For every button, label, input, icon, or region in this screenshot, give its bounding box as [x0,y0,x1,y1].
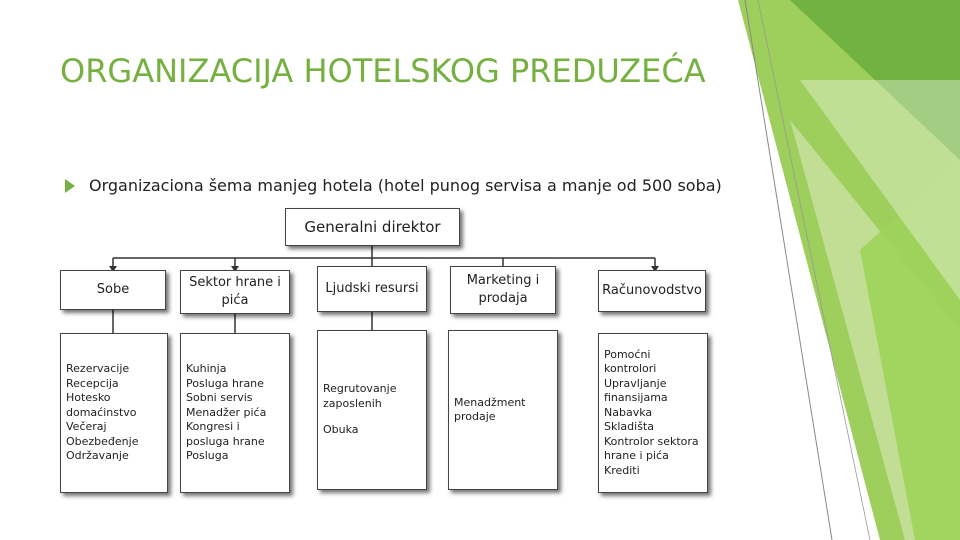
function-item: Posluga [186,449,229,463]
function-item: Menadžer pića [186,405,267,419]
functions-box-food-beverage [180,333,290,493]
dept-label: Marketing i prodaja [466,273,540,306]
slide-title: ORGANIZACIJA HOTELSKOG PREDUZEĆA [60,52,706,90]
function-item: Pomoćni kontrolori [604,347,657,376]
function-item: Obuka [323,423,359,437]
function-item: Kuhinja [186,362,227,376]
function-item: Kontrolor sektora hrane i pića [604,434,699,463]
dept-box-marketing-sales [450,266,556,314]
function-item: Skladišta [604,420,654,434]
dept-box-accounting [598,270,706,312]
function-item: Obezbeđenje [66,434,139,448]
function-item: Krediti [604,463,640,477]
functions-box-rooms [60,333,168,493]
dept-label: Ljudski resursi [325,281,419,296]
function-item: Hotesko domaćinstvo [66,391,137,419]
dept-box-rooms [60,270,166,310]
dept-label: Sektor hrane i pića [189,275,281,308]
root-box [285,208,460,246]
function-item: Večeraj [66,420,107,434]
functions-box-human-resources [317,330,427,490]
root-label: Generalni direktor [304,218,441,236]
dept-box-human-resources [317,266,427,312]
bullet-text: Organizaciona šema manjeg hotela (hotel punog servisa a manje od 500 soba) [89,176,722,195]
dept-box-food-beverage [180,270,290,314]
function-item: Rezervacije [66,362,130,376]
function-item: Recepcija [66,376,119,390]
function-item: Menadžment prodaje [454,395,526,423]
function-item: Kongresi i posluga hrane [186,420,265,448]
function-item: Održavanje [66,449,129,463]
function-item: Sobni servis [186,391,253,405]
functions-box-marketing-sales [448,330,558,490]
function-item: Posluga hrane [186,376,264,390]
dept-label: Računovodstvo [602,283,702,298]
functions-box-accounting [598,333,708,493]
function-item: Regrutovanje zaposlenih [323,382,397,410]
function-item: Upravljanje finansijama [604,376,668,405]
function-item: Nabavka [604,405,653,419]
dept-label: Sobe [96,282,130,297]
